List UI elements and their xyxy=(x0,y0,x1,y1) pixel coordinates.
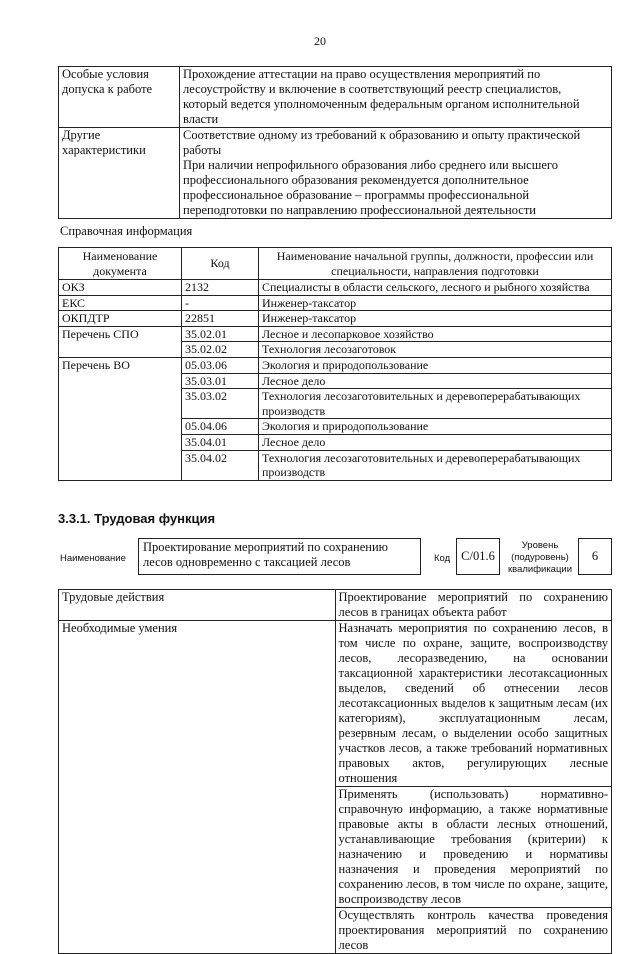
table-row xyxy=(59,128,612,219)
name-label: Наименование xyxy=(60,553,126,564)
actions-text: Проектирование мероприятий по сохранению лесов в границах объекта работ xyxy=(335,590,612,621)
table-row xyxy=(59,357,612,373)
table-row xyxy=(59,311,612,327)
level-label: Уровень (подуровень) квалификации xyxy=(507,540,573,575)
row-text: Прохождение аттестации на право осуществления мероприятий по лесоустройству и включение в соответствующий реестр специалистов, который ведется уполномоченным федеральным органом исполнительной власти xyxy=(180,67,612,128)
table-row xyxy=(59,295,612,311)
skill-text: Применять (использовать) нормативно-справочную информацию, а также нормативные правовые акты в области лесных отношений, устанавливающие требования (критерии) к назначению и проведению и нормативы назначения и проведения мероприятий по сохранению лесов, в том числе по охране, защите, воспроизводству лесов xyxy=(335,787,612,908)
doc-cell: ЕКС xyxy=(59,295,182,311)
actions-table xyxy=(58,589,612,954)
page-number: 20 xyxy=(314,34,326,48)
code-cell: 35.04.02 xyxy=(182,450,259,480)
table-header-row xyxy=(59,248,612,280)
name-cell: Лесное дело xyxy=(259,373,612,389)
name-cell: Технология лесозаготовительных и деревоперерабатывающих производств xyxy=(259,450,612,480)
code-cell: 05.03.06 xyxy=(182,357,259,373)
function-name-box: Проектирование мероприятий по сохранению лесов одновременно с таксацией лесов xyxy=(138,538,421,575)
name-cell: Лесное дело xyxy=(259,434,612,450)
name-cell: Экология и природопользование xyxy=(259,419,612,435)
code-cell: 35.02.01 xyxy=(182,326,259,342)
reference-title: Справочная информация xyxy=(60,224,193,238)
name-cell: Лесное и лесопарковое хозяйство xyxy=(259,326,612,342)
reference-table xyxy=(58,247,612,481)
header-name: Наименование начальной группы, должности, профессии или специальности, направления подготовки xyxy=(259,248,612,280)
code-cell: 05.04.06 xyxy=(182,419,259,435)
header-document: Наименование документа xyxy=(59,248,182,280)
name-cell: Технология лесозаготовительных и деревоперерабатывающих производств xyxy=(259,389,612,419)
name-cell: Технология лесозаготовок xyxy=(259,342,612,358)
function-code-box: С/01.6 xyxy=(456,538,500,575)
code-cell: 35.03.02 xyxy=(182,389,259,419)
code-cell: 35.03.01 xyxy=(182,373,259,389)
skill-text: Осуществлять контроль качества проведения проектирования мероприятий по сохранению лесов xyxy=(335,908,612,954)
conditions-table xyxy=(58,66,612,219)
code-cell: - xyxy=(182,295,259,311)
doc-cell: Перечень СПО xyxy=(59,326,182,357)
header-code: Код xyxy=(182,248,259,280)
row-text: При наличии непрофильного образования либо среднего или высшего профессионального образования рекомендуется дополнительное профессиональное образование – программы профессиональной переподготовки по направлению профессиональной деятельности xyxy=(183,158,558,217)
row-label: Другие характеристики xyxy=(59,128,180,219)
code-cell: 2132 xyxy=(182,280,259,296)
skill-text: Назначать мероприятия по сохранению лесов, в том числе по охране, защите, воспроизводству лесов, лесоразведению, на основании таксационной характеристики лесотаксационных выделов, сведений об отнесении лесов лесотаксационных выделов к защитным лесам (их категориям), эксплуатационным лесам, резервным лесам, о выделении особо защитных участков лесов, а также требований нормативных правовых актов, регулирующих лесные отношения xyxy=(335,621,612,787)
code-cell: 22851 xyxy=(182,311,259,327)
code-cell: 35.02.02 xyxy=(182,342,259,358)
table-row xyxy=(59,326,612,342)
code-cell: 35.04.01 xyxy=(182,434,259,450)
row-text: Соответствие одному из требований к образованию и опыту практической работы xyxy=(183,128,581,157)
doc-cell: ОКПДТР xyxy=(59,311,182,327)
skills-label: Необходимые умения xyxy=(59,621,336,954)
actions-label: Трудовые действия xyxy=(59,590,336,621)
doc-cell: ОКЗ xyxy=(59,280,182,296)
code-label: Код xyxy=(434,553,451,564)
table-row xyxy=(59,280,612,296)
table-row xyxy=(59,621,612,787)
doc-cell: Перечень ВО xyxy=(59,357,182,480)
name-cell: Специалисты в области сельского, лесного и рыбного хозяйства xyxy=(259,280,612,296)
table-row xyxy=(59,67,612,128)
name-cell: Инженер-таксатор xyxy=(259,295,612,311)
section-heading: 3.3.1. Трудовая функция xyxy=(58,511,216,526)
table-row xyxy=(59,590,612,621)
level-value-box: 6 xyxy=(578,538,612,575)
name-cell: Инженер-таксатор xyxy=(259,311,612,327)
name-cell: Экология и природопользование xyxy=(259,357,612,373)
row-label: Особые условия допуска к работе xyxy=(59,67,180,128)
